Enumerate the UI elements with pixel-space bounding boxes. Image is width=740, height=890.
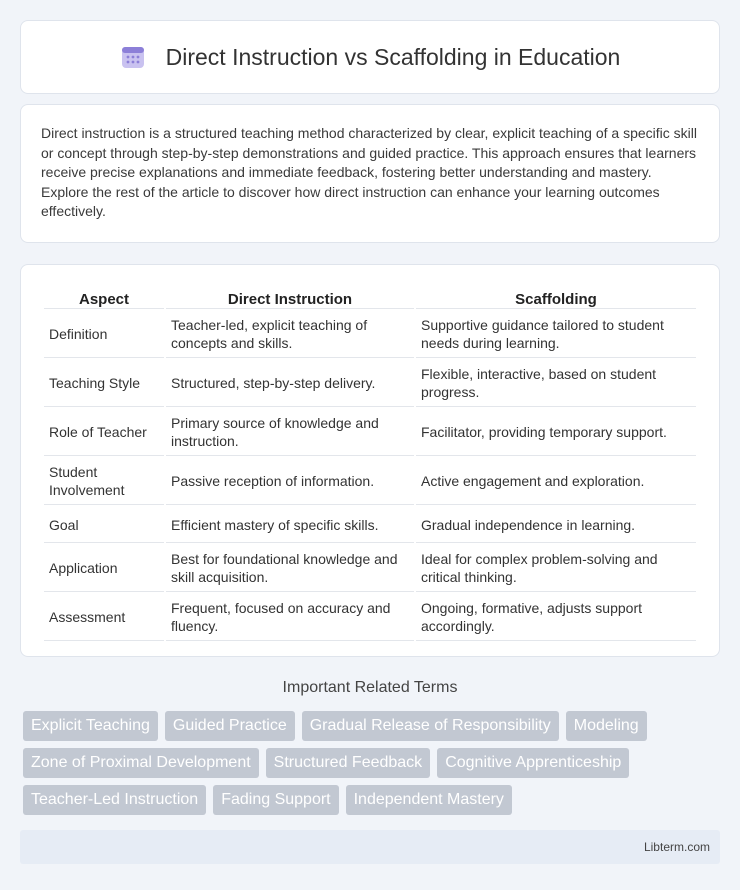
- row-aspect: Definition: [44, 311, 164, 358]
- row-scaffolding: Flexible, interactive, based on student progress.: [416, 360, 696, 407]
- calendar-icon: [120, 44, 146, 70]
- term-tag[interactable]: Zone of Proximal Development: [23, 748, 259, 778]
- row-scaffolding: Ideal for complex problem-solving and critical thinking.: [416, 545, 696, 592]
- comparison-table: [42, 285, 698, 643]
- row-aspect: Student Involvement: [44, 458, 164, 505]
- term-tag[interactable]: Structured Feedback: [266, 748, 431, 778]
- term-tag[interactable]: Cognitive Apprenticeship: [437, 748, 629, 778]
- table-header-row: [44, 287, 696, 309]
- row-direct-instruction: Teacher-led, explicit teaching of concepts and skills.: [166, 311, 414, 358]
- row-aspect: Teaching Style: [44, 360, 164, 407]
- header-direct-instruction: Direct Instruction: [166, 287, 414, 309]
- title-card: [20, 20, 720, 94]
- row-aspect: Goal: [44, 507, 164, 543]
- related-terms-title: Important Related Terms: [282, 679, 458, 696]
- row-scaffolding: Gradual independence in learning.: [416, 507, 696, 543]
- row-direct-instruction: Efficient mastery of specific skills.: [166, 507, 414, 543]
- table-row: [44, 360, 696, 407]
- related-terms-list: [20, 711, 700, 815]
- term-tag[interactable]: Explicit Teaching: [23, 711, 158, 741]
- row-direct-instruction: Structured, step-by-step delivery.: [166, 360, 414, 407]
- term-tag[interactable]: Guided Practice: [165, 711, 295, 741]
- term-tag[interactable]: Fading Support: [213, 785, 338, 815]
- table-row: [44, 507, 696, 543]
- table-row: [44, 545, 696, 592]
- term-tag[interactable]: Gradual Release of Responsibility: [302, 711, 559, 741]
- header-aspect: Aspect: [44, 287, 164, 309]
- footer: [20, 830, 720, 864]
- table-row: [44, 458, 696, 505]
- footer-site-link[interactable]: Libterm.com: [643, 840, 710, 854]
- term-tag[interactable]: Independent Mastery: [346, 785, 512, 815]
- header-scaffolding: Scaffolding: [416, 287, 696, 309]
- row-direct-instruction: Frequent, focused on accuracy and fluency.: [166, 594, 414, 641]
- term-tag[interactable]: Modeling: [566, 711, 647, 741]
- comparison-table-card: [20, 264, 720, 657]
- row-scaffolding: Facilitator, providing temporary support.: [416, 409, 696, 456]
- row-aspect: Application: [44, 545, 164, 592]
- table-row: [44, 409, 696, 456]
- row-aspect: Assessment: [44, 594, 164, 641]
- intro-card: [20, 104, 720, 243]
- row-aspect: Role of Teacher: [44, 409, 164, 456]
- row-scaffolding: Supportive guidance tailored to student needs during learning.: [416, 311, 696, 358]
- row-scaffolding: Ongoing, formative, adjusts support accordingly.: [416, 594, 696, 641]
- row-direct-instruction: Primary source of knowledge and instruction.: [166, 409, 414, 456]
- page-title: Direct Instruction vs Scaffolding in Education: [165, 43, 621, 70]
- intro-paragraph: Direct instruction is a structured teaching method characterized by clear, explicit teaching of a specific skill or concept through step-by-step demonstrations and guided practice. This approach ensures that learners receive precise explanations and immediate feedback, fostering better understanding and mastery. Explore the rest of the article to discover how direct instruction can enhance your learning outcomes effectively.: [41, 125, 697, 219]
- table-row: [44, 594, 696, 641]
- term-tag[interactable]: Teacher-Led Instruction: [23, 785, 206, 815]
- table-row: [44, 311, 696, 358]
- row-scaffolding: Active engagement and exploration.: [416, 458, 696, 505]
- row-direct-instruction: Best for foundational knowledge and skill acquisition.: [166, 545, 414, 592]
- row-direct-instruction: Passive reception of information.: [166, 458, 414, 505]
